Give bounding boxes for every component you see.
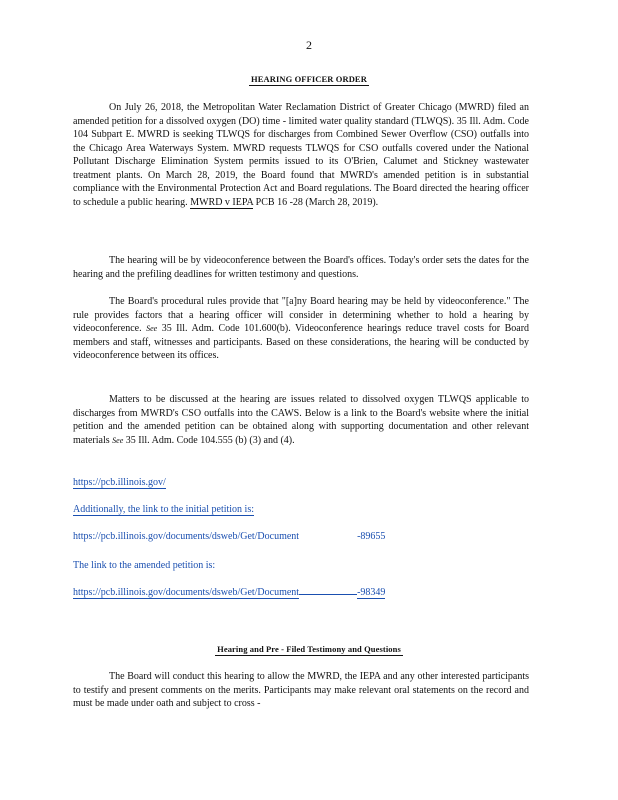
case-citation: MWRD v IEPA xyxy=(190,196,254,208)
matters-citation: 35 Ill. Adm. Code 104.555 (b) (3) and (4). xyxy=(125,434,295,446)
initial-petition-label-text: Additionally, the link to the initial petition is: xyxy=(73,504,255,515)
section-heading-hearing-text: Hearing and Pre - Filed Testimony and Questions xyxy=(217,644,401,654)
amended-petition-doc-id[interactable]: -98349 xyxy=(357,587,386,598)
paragraph-background xyxy=(73,101,529,209)
amended-petition-label-text: The link to the amended petition is: xyxy=(73,560,216,571)
board-website-url[interactable]: https://pcb.illinois.gov/ xyxy=(73,477,166,488)
initial-petition-doc-id[interactable]: -89655 xyxy=(357,531,386,542)
section-heading-hearing xyxy=(0,644,618,656)
initial-petition-label xyxy=(73,504,254,515)
page-number: 2 xyxy=(306,38,312,52)
paragraph-matters xyxy=(73,393,529,447)
amended-petition-link[interactable] xyxy=(73,587,385,598)
case-citation-docket: PCB 16 -28 (March 28, 2019). xyxy=(255,196,379,208)
paragraph-background-text: On July 26, 2018, the Metropolitan Water Reclamation District of Greater Chicago (MWRD) filed an amended petition for a dissolved oxygen (DO) time - limited water quality standard (TLWQS). 35 Ill. Adm. Code 104 Subpart E. MWRD is seeking TLWQS for discharges from Combined Sewer Overflow (CSO) outfalls into the Chicago Area Waterways System. MWRD requests TLWQS for CSO outfalls covered under the National Pollutant Discharge Elimination System permits issued to its O'Brien, Calumet and Stickney wastewater treatment plants. On March 28, 2019, the Board found that MWRD's amended petition is in substantial compliance with the Environmental Protection Act and Board regulations. The Board directed the hearing officer to schedule a public hearing. xyxy=(73,102,529,208)
board-website-link[interactable] xyxy=(73,477,166,488)
paragraph-videoconference: The hearing will be by videoconference between the Board's offices. Today's order sets the dates for the hearing and the prefiling deadlines for written testimony and questions. xyxy=(73,255,529,280)
amended-petition-url[interactable]: https://pcb.illinois.gov/documents/dsweb/Get/Document xyxy=(73,587,300,598)
order-heading-text: HEARING OFFICER ORDER xyxy=(251,74,367,84)
initial-petition-url[interactable]: https://pcb.illinois.gov/documents/dsweb/Get/Document xyxy=(73,531,300,542)
see-signal: See xyxy=(146,324,158,333)
paragraph-procedural-rules xyxy=(73,295,529,363)
see-signal: See xyxy=(112,435,124,445)
initial-petition-link[interactable] xyxy=(73,531,385,542)
paragraph-hearing-conduct: The Board will conduct this hearing to allow the MWRD, the IEPA and any other interested participants to testify and present comments on the merits. Participants may make relevant oral statements on the record and must be made under oath and subject to cross - xyxy=(73,671,529,709)
matters-text: Matters to be discussed at the hearing are issues related to dissolved oxygen TLWQS applicable to discharges from MWRD's CSO outfalls into the CAWS. Below is a link to the Board's website where the initial petition and the amended petition can be obtained along with supporting documentation and other relevant materials xyxy=(73,394,529,446)
amended-petition-label xyxy=(73,560,215,571)
procedural-rules-citation: 35 Ill. Adm. Code 101.600(b). Videoconference hearings reduce travel costs for Board members and staff, witnesses and participants. Based on these considerations, the hearing will be conducted by videoconference between its offices. xyxy=(73,323,530,361)
procedural-rules-text: The Board's procedural rules provide that "[a]ny Board hearing may be held by videoconference." The rule provides factors that a hearing officer will consider in determining whether to hold a hearing by videoconference. xyxy=(73,296,529,334)
order-heading xyxy=(0,74,618,86)
